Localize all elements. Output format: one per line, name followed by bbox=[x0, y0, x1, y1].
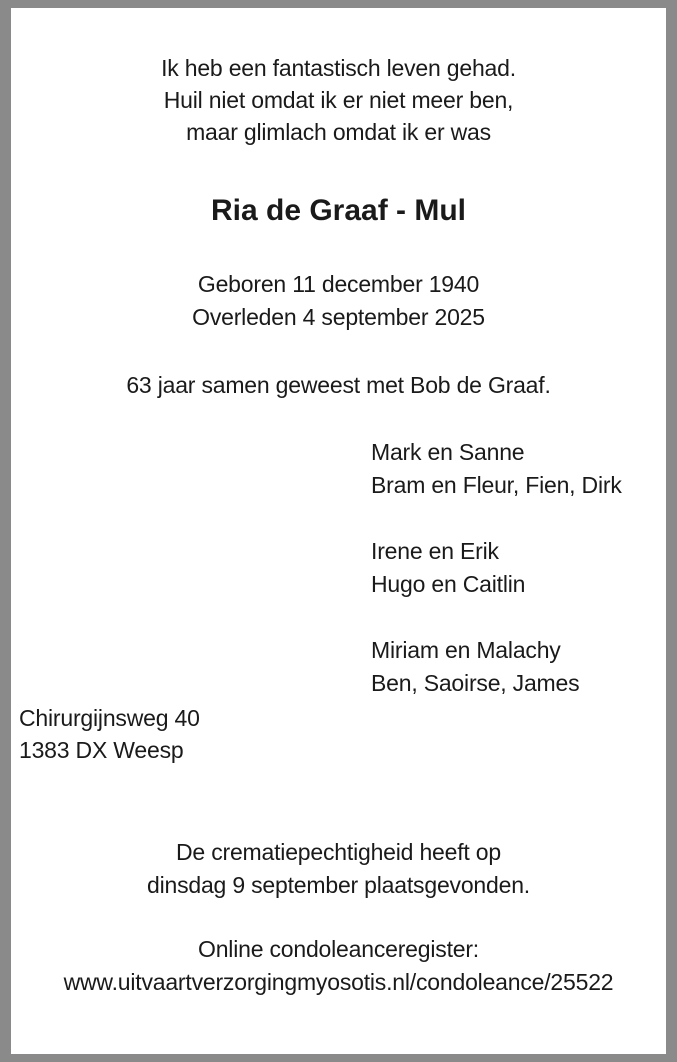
ceremony-line-1: De crematiepechtigheid heeft op bbox=[176, 839, 501, 865]
condolence-url[interactable]: www.uitvaartverzorgingmyosotis.nl/condoleance/25522 bbox=[63, 969, 614, 995]
condolence-label: Online condoleanceregister: bbox=[198, 936, 479, 962]
family-line: Miriam en Malachy bbox=[371, 637, 561, 663]
family-line: Bram en Fleur, Fien, Dirk bbox=[371, 472, 622, 498]
poem-line-3: maar glimlach omdat ik er was bbox=[186, 119, 491, 145]
deceased-name: Ria de Graaf - Mul bbox=[210, 194, 467, 227]
family-line: Mark en Sanne bbox=[371, 439, 525, 465]
birth-date: Geboren 11 december 1940 bbox=[197, 271, 480, 297]
address-city: 1383 DX Weesp bbox=[19, 737, 184, 763]
family-line: Ben, Saoirse, James bbox=[371, 670, 580, 696]
family-line: Hugo en Caitlin bbox=[371, 571, 526, 597]
poem-line-2: Huil niet omdat ik er niet meer ben, bbox=[163, 87, 514, 113]
family-line: Irene en Erik bbox=[371, 538, 499, 564]
partner-line: 63 jaar samen geweest met Bob de Graaf. bbox=[126, 372, 551, 398]
address-street: Chirurgijnsweg 40 bbox=[19, 705, 200, 731]
death-date: Overleden 4 september 2025 bbox=[192, 304, 485, 330]
ceremony-line-2: dinsdag 9 september plaatsgevonden. bbox=[146, 872, 530, 898]
poem-line-1: Ik heb een fantastisch leven gehad. bbox=[161, 55, 516, 81]
